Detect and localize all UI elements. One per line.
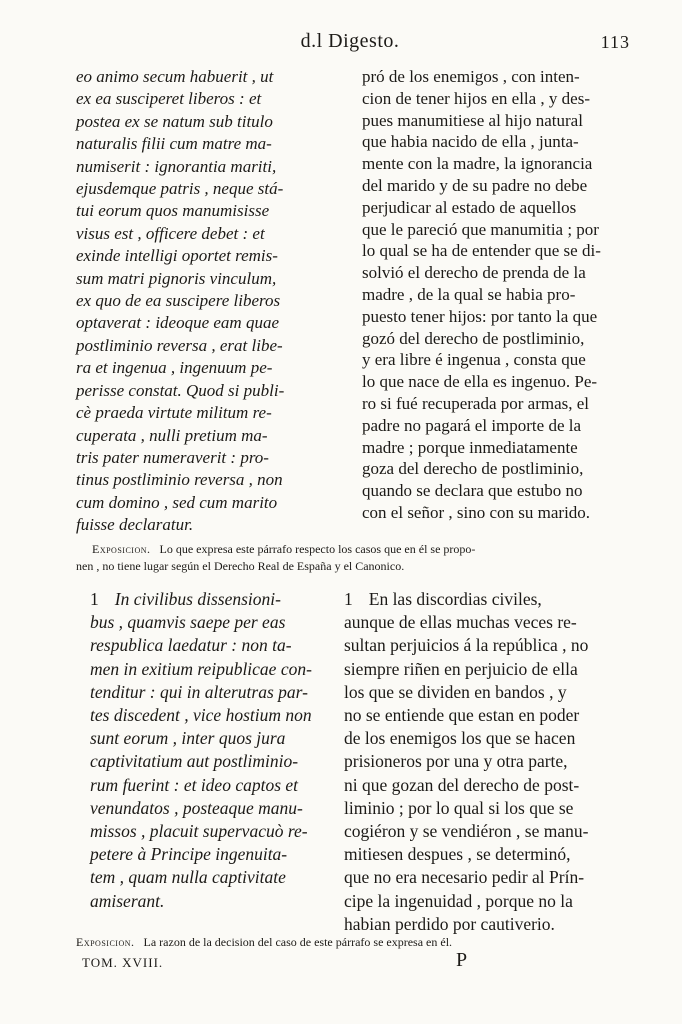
spanish-line: ni que gozan del derecho de post- xyxy=(344,774,580,795)
spanish-line: ro si fué recuperada por armas, el xyxy=(362,393,590,413)
spanish-line: aunque de ellas muchas veces re- xyxy=(344,612,577,633)
volume-label: TOM. XVIII. xyxy=(82,955,164,970)
spanish-line: goza del derecho de postliminio, xyxy=(362,459,584,479)
spanish-line: cion de tener hijos en ella , y des- xyxy=(362,88,591,108)
spanish-line: de los enemigos los que se hacen xyxy=(344,728,576,749)
latin-line: ejusdemque patris , neque stá- xyxy=(76,179,284,199)
spanish-line: pues manumitiese al hijo natural xyxy=(362,110,583,130)
latin-line: sum matri pignoris vinculum, xyxy=(76,268,277,288)
signature-mark: P xyxy=(456,949,468,971)
latin-line: tui eorum quos manumisisse xyxy=(76,201,270,221)
spanish-line: prisioneros por una y otra parte, xyxy=(344,751,568,772)
spanish-line: que le pareció que manumitia ; por xyxy=(362,219,599,239)
latin-line: amiserant. xyxy=(90,890,165,911)
exposicion-text: nen , no tiene lugar según el Derecho Real de España y el Canonico. xyxy=(76,559,405,573)
spanish-line: habian perdido por cautiverio. xyxy=(344,913,555,934)
latin-line: respublica laedatur : non ta- xyxy=(90,635,292,656)
spanish-line: lo qual se ha de entender que se di- xyxy=(362,241,601,261)
latin-line: ex ea susciperet liberos : et xyxy=(76,89,262,109)
spanish-line: mitiesen despues , se determinó, xyxy=(344,844,571,865)
exposicion-text: Lo que expresa este párrafo respecto los casos que en él se propo- xyxy=(159,542,476,556)
spanish-line: madre , de la qual se habia pro- xyxy=(362,284,576,304)
latin-line: numiserit : ignorantia mariti, xyxy=(76,156,277,176)
latin-line: postliminio reversa , erat libe- xyxy=(76,335,283,355)
latin-line: eo animo secum habuerit , ut xyxy=(76,67,274,86)
latin-column-section2 xyxy=(90,588,338,913)
latin-line: tenditur : qui in alterutras par- xyxy=(90,681,308,702)
spanish-line: que no era necesario pedir al Prín- xyxy=(344,867,585,888)
spanish-line: pró de los enemigos , con inten- xyxy=(362,67,580,86)
paragraph-number: 1 xyxy=(344,589,353,609)
exposicion-text: La razon de la decision del caso de este párrafo se expresa en él. xyxy=(143,935,453,949)
latin-line: In civilibus dissensioni- xyxy=(114,589,281,609)
latin-line: rum fuerint : et ideo captos et xyxy=(90,774,299,795)
spanish-line: lo que nace de ella es ingenuo. Pe- xyxy=(362,372,598,392)
spanish-line: del marido y de su padre no debe xyxy=(362,175,588,195)
exposicion-label: Exposicion. xyxy=(76,935,135,949)
spanish-line: liminio ; por lo qual si los que se xyxy=(344,797,574,818)
spanish-line: no se entiende que estan en poder xyxy=(344,705,580,726)
spanish-line: cogiéron y se vendiéron , se manu- xyxy=(344,821,589,842)
spanish-line: En las discordias civiles, xyxy=(368,589,542,609)
latin-line: missos , placuit supervacuò re- xyxy=(90,821,308,842)
spanish-line: mente con la madre, la ignorancia xyxy=(362,154,593,174)
page-footer xyxy=(82,949,622,979)
spanish-line: sultan perjuicios á la república , no xyxy=(344,635,589,656)
latin-line: captivitatium aut postliminio- xyxy=(90,751,299,772)
latin-line: cè praeda virtute militum re- xyxy=(76,403,272,423)
latin-line: sunt eorum , inter quos jura xyxy=(90,728,286,749)
latin-line: tes discedent , vice hostium non xyxy=(90,705,312,726)
spanish-line: que habia nacido de ella , junta- xyxy=(362,132,579,152)
exposicion-label: Exposicion. xyxy=(92,542,151,556)
latin-line: men in exitium reipublicae con- xyxy=(90,658,312,679)
latin-line: bus , quamvis saepe per eas xyxy=(90,612,286,633)
spanish-line: gozó del derecho de postliminio, xyxy=(362,328,585,348)
latin-line: tem , quam nulla captivitate xyxy=(90,867,286,888)
paragraph-number: 1 xyxy=(90,589,99,609)
spanish-line: siempre riñen en perjuicio de ella xyxy=(344,658,578,679)
latin-line: perisse constat. Quod si publi- xyxy=(76,380,285,400)
spanish-line: perjudicar al estado de aquellos xyxy=(362,197,577,217)
spanish-line: con el señor , sino con su marido. xyxy=(362,502,591,522)
latin-line: ex quo de ea suscipere liberos xyxy=(76,291,281,311)
latin-line: optaverat : ideoque eam quae xyxy=(76,313,279,333)
spanish-column-section2 xyxy=(344,588,614,936)
latin-line: postea ex se natum sub titulo xyxy=(76,111,273,131)
latin-line: visus est , officere debet : et xyxy=(76,223,265,243)
spanish-line: madre ; porque inmediatamente xyxy=(362,437,578,457)
running-title: d.l Digesto. xyxy=(300,30,400,52)
spanish-line: y era libre é ingenua , consta que xyxy=(362,350,586,370)
spanish-line: padre no pagará el importe de la xyxy=(362,415,582,435)
latin-line: ra et ingenua , ingenuum pe- xyxy=(76,358,273,378)
spanish-line: quando se declara que estubo no xyxy=(362,481,583,501)
exposicion-note-1 xyxy=(76,541,632,575)
running-head xyxy=(70,30,630,62)
latin-line: fuisse declaratur. xyxy=(76,515,194,535)
spanish-column-section1 xyxy=(362,66,630,524)
spanish-line: los que se dividen en bandos , y xyxy=(344,681,567,702)
latin-line: tris pater numeraverit : pro- xyxy=(76,447,269,467)
latin-line: venundatos , posteaque manu- xyxy=(90,797,303,818)
latin-line: exinde intelligi oportet remis- xyxy=(76,246,278,266)
spanish-line: solvió el derecho de prenda de la xyxy=(362,263,586,283)
spanish-line: cipe la ingenuidad , porque no la xyxy=(344,890,573,911)
latin-column-section1 xyxy=(76,66,346,537)
latin-line: petere à Principe ingenuita- xyxy=(90,844,288,865)
page-number: 113 xyxy=(600,32,630,52)
spanish-line: puesto tener hijos: por tanto la que xyxy=(362,306,598,326)
latin-line: tinus postliminio reversa , non xyxy=(76,470,283,490)
latin-line: cum domino , sed cum marito xyxy=(76,492,278,512)
latin-line: cuperata , nulli pretium ma- xyxy=(76,425,268,445)
exposicion-note-2 xyxy=(76,934,632,951)
latin-line: naturalis filii cum matre ma- xyxy=(76,134,272,154)
